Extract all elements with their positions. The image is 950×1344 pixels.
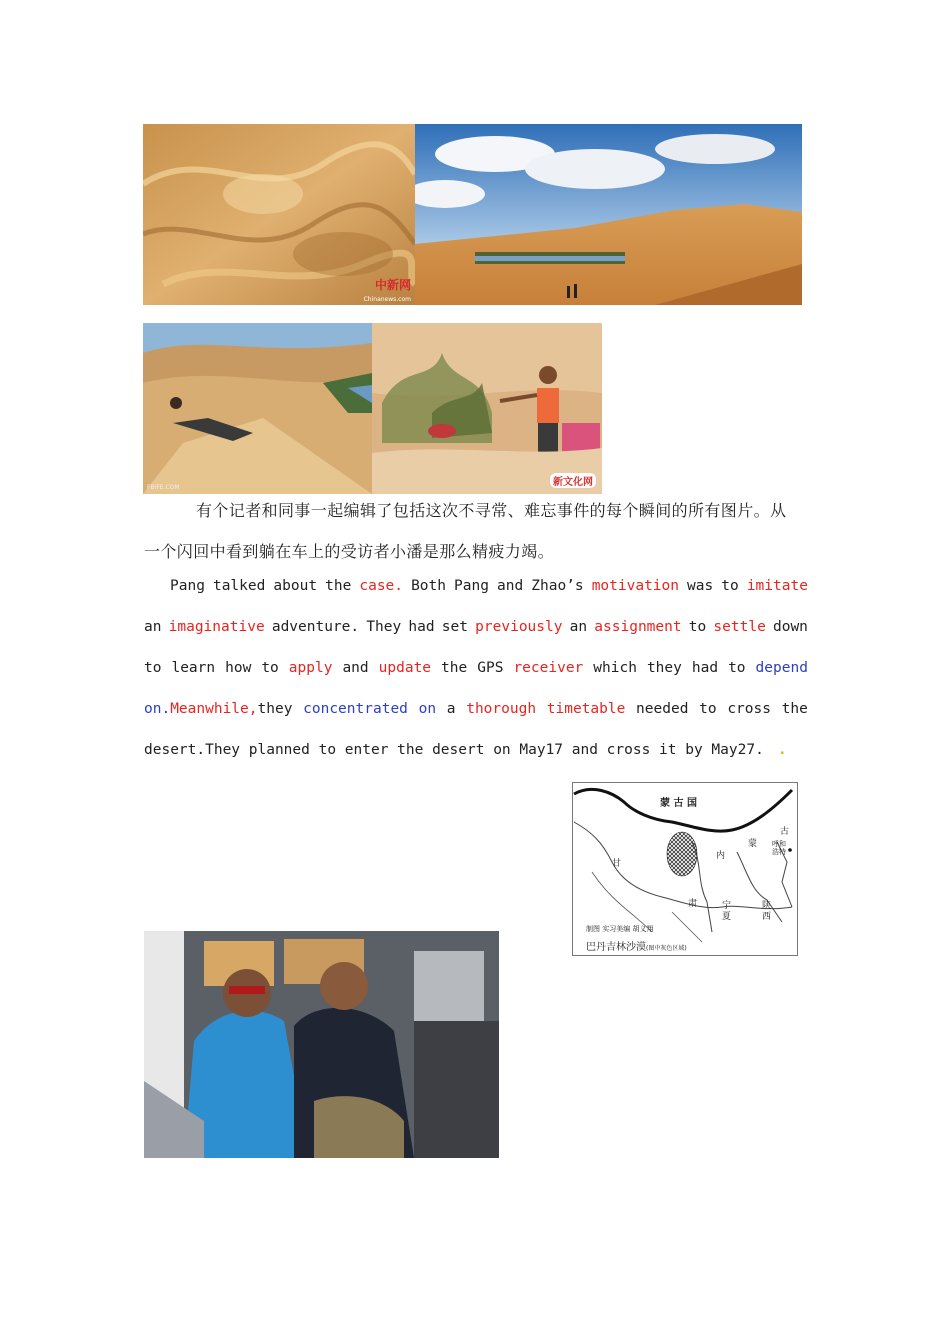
xinwenhua-watermark: 新文化网 [550,473,596,488]
map-label-xi: 西 [762,912,772,922]
chinanews-watermark-sub: Chinanews.com [363,296,411,303]
map-label-hohhot: 呼和浩特 [772,840,786,856]
highlight-word: case. [359,578,404,594]
highlight-word: on. [144,701,171,717]
word: to [144,660,162,676]
marker-dot: . [777,742,787,758]
map-label-mongolia: 蒙 古 国 [660,798,697,809]
highlight-word: apply [288,660,333,676]
map-title [586,938,687,953]
men-in-vehicle-photo [144,931,499,1158]
highlight-word: Meanwhile, [170,701,258,717]
desert-aerial-photo [143,124,415,305]
map-label-gan: 甘 [612,859,622,869]
word: about [273,578,318,594]
map-title-note: (图中灰色区域) [646,945,687,952]
word: to [261,660,279,676]
map-label-xia: 夏 [722,912,732,922]
word: to [688,619,707,635]
word: GPS [477,660,504,676]
map-title-text: 巴丹吉林沙漠 [586,942,646,953]
chinese-caption [144,490,808,572]
word: had [408,619,435,635]
word: an [569,619,588,635]
desert-lake-photo [415,124,802,305]
word: Pang [170,578,205,594]
person-on-ridge-photo [143,323,372,494]
highlight-word: update [378,660,432,676]
highlight-word: imaginative [168,619,265,635]
word: down [772,619,808,635]
paragraph-line-4 [144,701,808,717]
caption-line-2: 一个闪回中看到躺在车上的受访者小潘是那么精疲力竭。 [144,542,555,561]
paragraph-line-5 [144,742,808,758]
word: They [366,619,402,635]
map-label-shaan: 陕 [762,901,772,911]
word: to [728,660,746,676]
word: which [593,660,637,676]
highlight-word: motivation [591,578,679,594]
highlight-word: on [418,701,437,717]
word: an [144,619,162,635]
word: Zhao’s [531,578,584,594]
highlight-word: thorough [466,701,537,717]
word: to [699,701,717,717]
english-paragraph [144,578,808,768]
word: Pang [454,578,489,594]
map-label-meng: 蒙 [748,839,758,849]
highlight-word: receiver [513,660,584,676]
word: and [497,578,524,594]
highlight-word: timetable [546,701,626,717]
badain-jaran-map [572,782,798,956]
map-label-su: 肃 [688,899,698,909]
word: talked [212,578,266,594]
word: they [257,701,293,717]
highlight-word: assignment [594,619,682,635]
caption-line-1: 有个记者和同事一起编辑了包括这次不寻常、难忘事件的每个瞬间的所有图片。从 [196,501,787,520]
word: the [781,701,808,717]
paragraph-line-2 [144,619,808,635]
word: adventure. [271,619,360,635]
map-label-nei: 内 [716,851,726,861]
word: and [342,660,369,676]
word: learn [171,660,216,676]
paragraph-line-1 [144,578,808,594]
fbife-watermark: FBIFE.COM [147,484,180,491]
map-label-ning: 宁 [722,901,732,911]
word: the [441,660,468,676]
highlight-word: imitate [746,578,808,594]
man-pointing-photo [372,323,602,494]
word: a [446,701,456,717]
word: the [325,578,352,594]
highlight-word: previously [475,619,563,635]
map-label-gu: 古 [780,827,790,837]
word: needed [636,701,689,717]
word: desert.They planned to enter the desert on May17 and cross it by May27. [144,742,764,758]
map-credit: 制图 实习美编 胡义翔 [586,925,654,933]
word: set [441,619,468,635]
highlight-word: depend [755,660,808,676]
word: how [225,660,252,676]
word: was [687,578,714,594]
word: Both [411,578,446,594]
word: cross [727,701,771,717]
highlight-word: concentrated [303,701,408,717]
highlight-word: settle [713,619,766,635]
word: they [646,660,682,676]
paragraph-line-3 [144,660,808,676]
word: had [691,660,719,676]
chinanews-watermark: 中新网 [374,278,411,292]
word: to [721,578,739,594]
